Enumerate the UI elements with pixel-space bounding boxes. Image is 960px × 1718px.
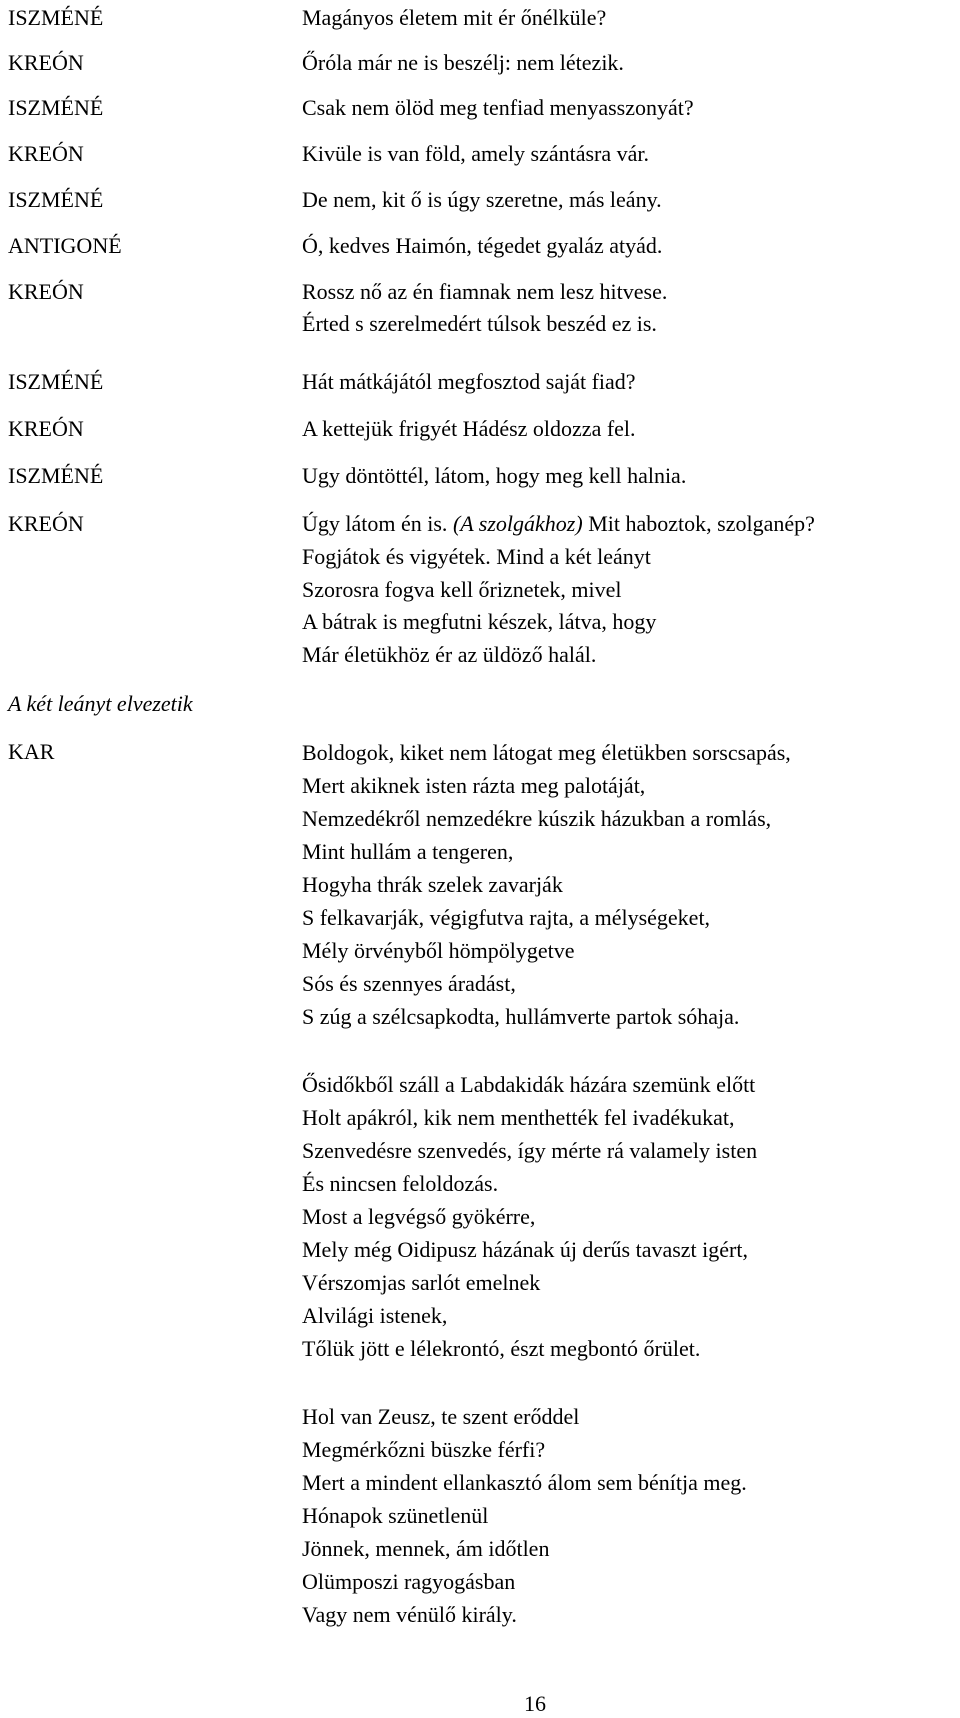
verse-line: Szorosra fogva kell őriznetek, mivel [302,577,622,602]
verse-line: Sós és szennyes áradást, [302,971,516,996]
verse-line [302,510,815,538]
verse-line: Fogjátok és vigyétek. Mind a két leányt [302,544,651,569]
verse-line: Alvilági istenek, [302,1303,448,1328]
verse-line: Megmérkőzni büszke férfi? [302,1437,546,1462]
verse-line: A kettejük frigyét Hádész oldozza fel. [302,416,636,441]
dialogue-row [0,310,960,338]
dialogue-row [0,462,960,490]
speaker-name: ISZMÉNÉ [8,187,104,212]
verse-line: Hát mátkájától megfosztod saját fiad? [302,369,636,394]
verse-line: Hónapok szünetlenül [302,1503,489,1528]
verse-line: Mély örvényből hömpölygetve [302,938,575,963]
verse-line: S felkavarják, végigfutva rajta, a mélységeket, [302,905,711,930]
speaker-name: KREÓN [8,141,84,166]
speaker-name: KREÓN [8,416,84,441]
speaker-name: ISZMÉNÉ [8,463,104,488]
speaker-name: ISZMÉNÉ [8,95,104,120]
dialogue-row [0,186,960,214]
verse-line: Ősidőkből száll a Labdakidák házára szemünk előtt [302,1072,756,1097]
dialogue-row [0,278,960,306]
verse-line: Hogyha thrák szelek zavarják [302,872,563,897]
speaker-name: KREÓN [8,279,84,304]
speaker-name: KREÓN [8,511,84,536]
verse-line: Ugy döntöttél, látom, hogy meg kell halnia. [302,463,687,488]
dialogue-row [0,140,960,168]
verse-line: Mert akiknek isten rázta meg palotáját, [302,773,646,798]
verse-line: Vérszomjas sarlót emelnek [302,1270,541,1295]
dialogue-row [0,94,960,122]
verse-line: Olümposzi ragyogásban [302,1569,516,1594]
verse-line: Tőlük jött e lélekrontó, észt megbontó őrület. [302,1336,701,1361]
verse-line: Kivüle is van föld, amely szántásra vár. [302,141,650,166]
dialogue-row [0,510,960,538]
dialogue-row [0,232,960,260]
verse-line: Mint hullám a tengeren, [302,839,514,864]
speaker-name: ANTIGONÉ [8,233,122,258]
verse-text: Mit haboztok, szolganép? [582,511,815,536]
verse-text: Úgy látom én is. [302,511,453,536]
verse-line: Már életükhöz ér az üldöző halál. [302,642,597,667]
stage-aside: (A szolgákhoz) [452,511,583,536]
verse-line: Jönnek, mennek, ám időtlen [302,1536,550,1561]
dialogue-row [0,49,960,77]
page-number: 16 [524,1691,546,1716]
verse-line: Mert a mindent ellankasztó álom sem bénítja meg. [302,1470,747,1495]
verse-line: Érted s szerelmedért túlsok beszéd ez is. [302,311,657,336]
verse-line: Boldogok, kiket nem látogat meg életükben sorscsapás, [302,740,791,765]
verse-line: Őróla már ne is beszélj: nem létezik. [302,50,624,75]
speaker-name: ISZMÉNÉ [8,369,104,394]
verse-line: Mely még Oidipusz házának új derűs tavaszt igért, [302,1237,748,1262]
verse-line: Magányos életem mit ér őnélküle? [302,5,607,30]
verse-line: Rossz nő az én fiamnak nem lesz hitvese. [302,279,668,304]
speaker-name: KAR [8,739,55,764]
speaker-name: KREÓN [8,50,84,75]
verse-line: De nem, kit ő is úgy szeretne, más leány. [302,187,662,212]
verse-line: Szenvedésre szenvedés, így mérte rá valamely isten [302,1138,758,1163]
verse-line: Csak nem ölöd meg tenfiad menyasszonyát? [302,95,694,120]
verse-line: S zúg a szélcsapkodta, hullámverte partok sóhaja. [302,1004,740,1029]
dialogue-row [0,4,960,32]
verse-line: Ó, kedves Haimón, tégedet gyaláz atyád. [302,233,663,258]
verse-line: Nemzedékről nemzedékre kúszik házukban a romlás, [302,806,772,831]
speaker-name: ISZMÉNÉ [8,5,104,30]
verse-line: A bátrak is megfutni készek, látva, hogy [302,609,657,634]
verse-line: Holt apákról, kik nem menthették fel ivadékukat, [302,1105,735,1130]
verse-line: Hol van Zeusz, te szent erőddel [302,1404,580,1429]
dialogue-row [0,368,960,396]
stage-direction: A két leányt elvezetik [8,691,193,716]
verse-line: Most a legvégső gyökérre, [302,1204,536,1229]
dialogue-row [0,415,960,443]
verse-line: Vagy nem vénülő király. [302,1602,517,1627]
verse-line: És nincsen feloldozás. [302,1171,499,1196]
